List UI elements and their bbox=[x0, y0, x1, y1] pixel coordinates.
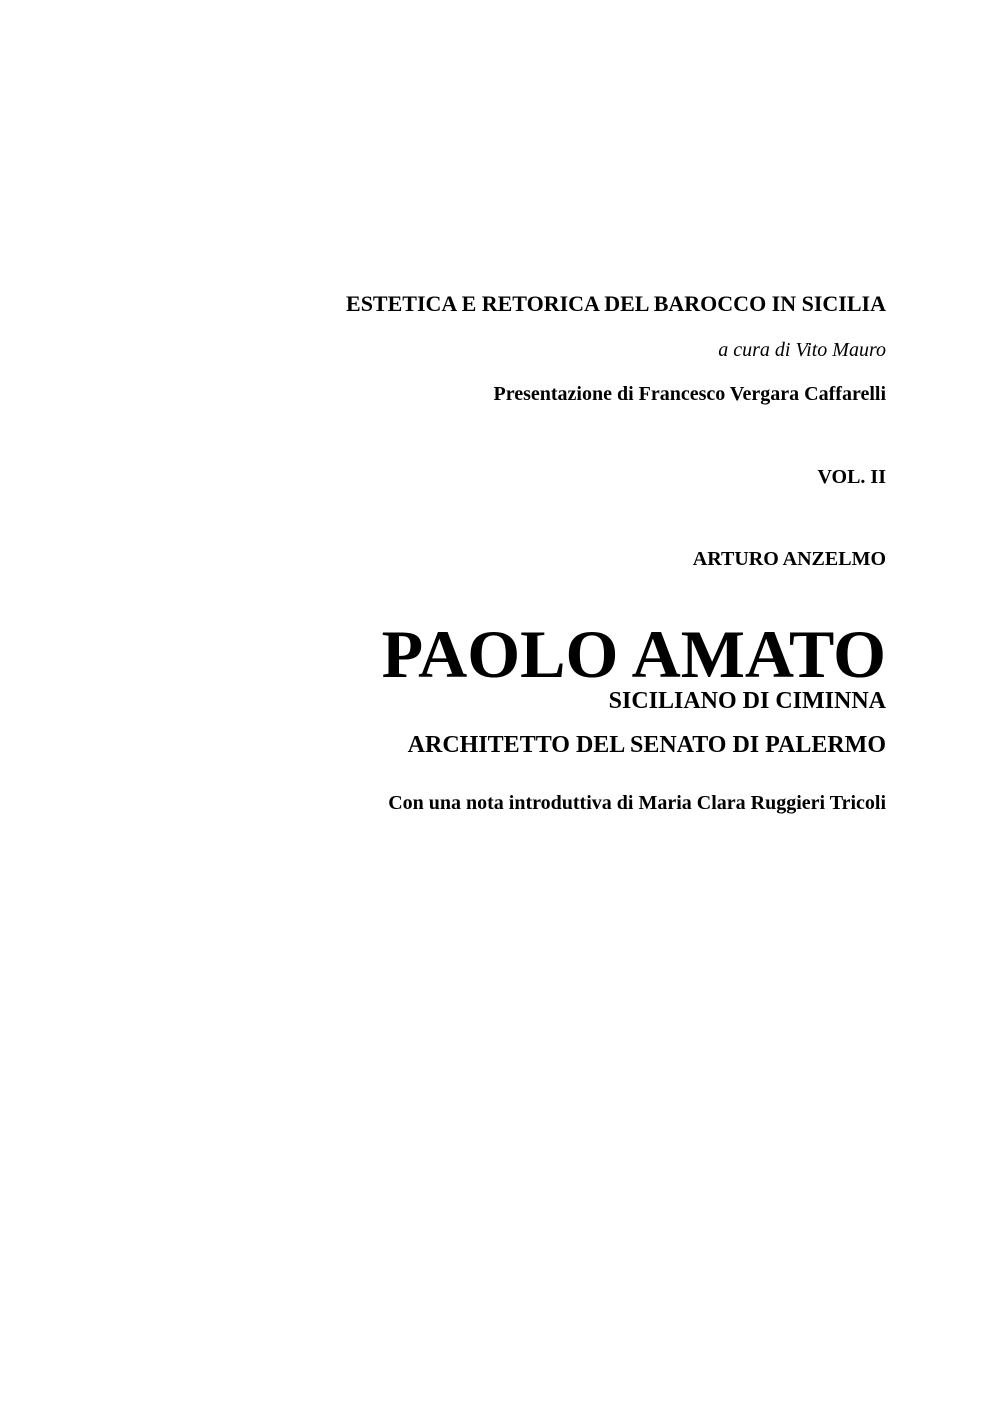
author-name: ARTURO ANZELMO bbox=[692, 548, 886, 570]
introductory-note-credit: Con una nota introduttiva di Maria Clara Ruggieri Tricoli bbox=[388, 792, 886, 814]
editor-credit: a cura di Vito Mauro bbox=[718, 339, 886, 361]
series-title: ESTETICA E RETORICA DEL BAROCCO IN SICILIA bbox=[346, 291, 886, 316]
book-subtitle-2: ARCHITETTO DEL SENATO DI PALERMO bbox=[407, 732, 886, 758]
book-subtitle-1: SICILIANO DI CIMINNA bbox=[608, 688, 886, 714]
book-title: PAOLO AMATO bbox=[381, 616, 886, 692]
volume-number: VOL. II bbox=[817, 466, 886, 488]
presentation-credit: Presentazione di Francesco Vergara Caffarelli bbox=[493, 383, 886, 405]
